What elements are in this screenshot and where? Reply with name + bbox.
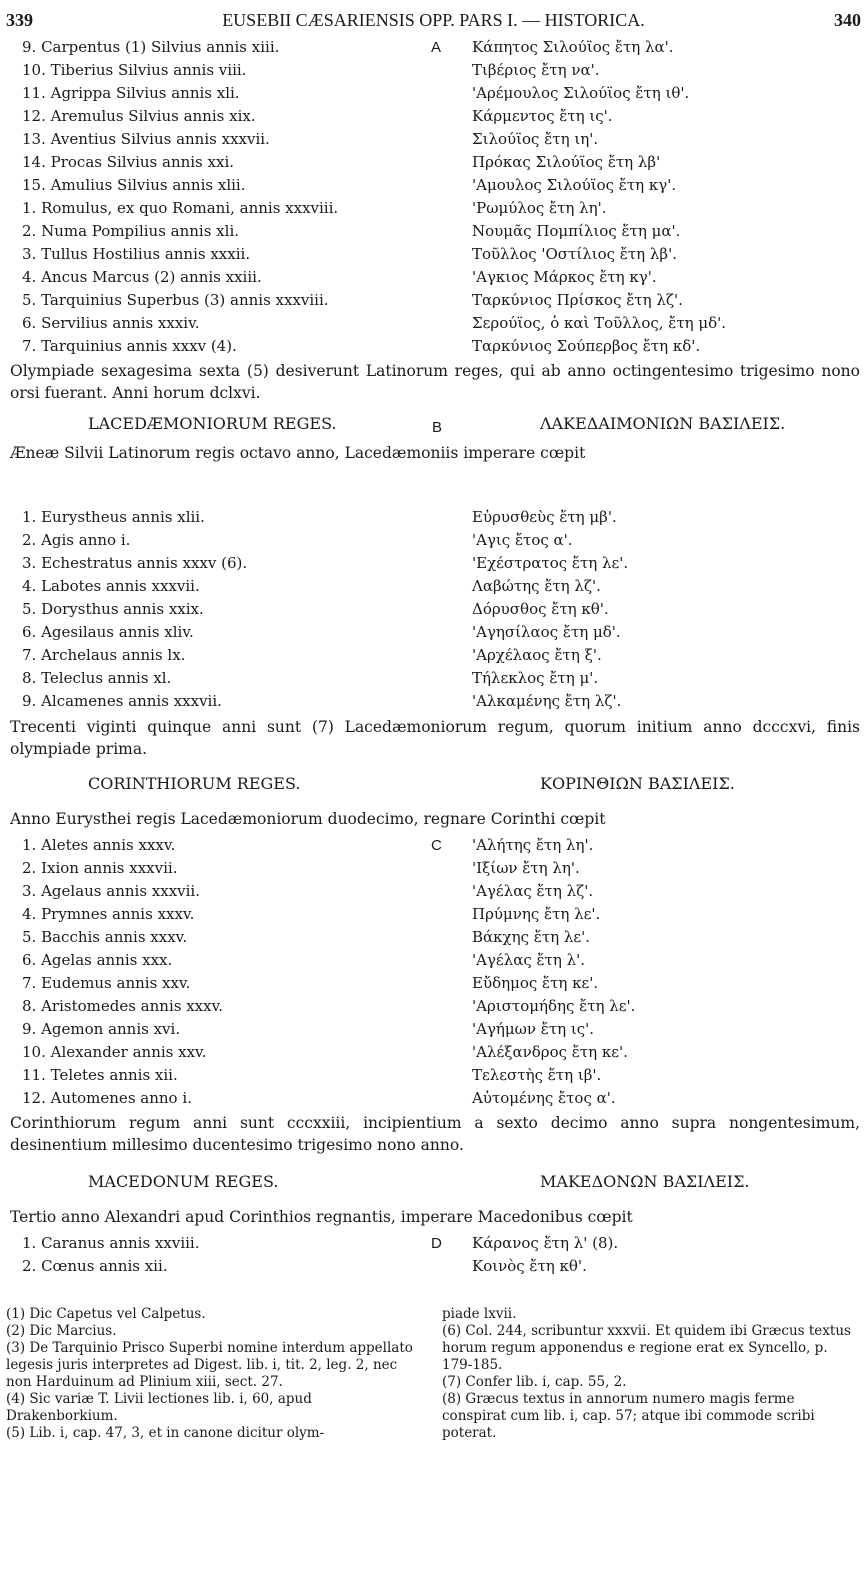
greek-entry: Πρόκας Σιλούϊος ἔτη λβ' — [472, 153, 661, 171]
king-row — [0, 128, 867, 151]
latin-entry: 3. Echestratus annis xxxv (6). — [22, 554, 248, 572]
greek-entry: Δόρυσθος ἔτη κθ'. — [472, 600, 609, 618]
latin-entry: 2. Agis anno i. — [22, 531, 131, 549]
latin-entry: 8. Teleclus annis xl. — [22, 669, 172, 687]
king-row — [0, 243, 867, 266]
footnote: (8) Græcus textus in annorum numero magis ferme conspirat cum lib. i, cap. 57; atque ibi commode scribi poterat. — [442, 1391, 815, 1441]
footnote: (3) De Tarquinio Prisco Superbi nomine interdum appellato legesis juris interpretes ad Digest. lib. i, tit. 2, leg. 2, nec non Harduinum ad Plinium xiii, sect. 27. — [6, 1340, 413, 1390]
king-row — [0, 59, 867, 82]
latin-entry: 7. Eudemus annis xxv. — [22, 974, 191, 992]
latin-entry: 12. Aremulus Silvius annis xix. — [22, 107, 256, 125]
greek-entry: Βάκχης ἔτη λε'. — [472, 928, 591, 946]
king-row — [0, 552, 867, 575]
king-row — [0, 312, 867, 335]
king-row — [0, 903, 867, 926]
section-title-greek: ΚΟΡΙΝΘΙΩΝ ΒΑΣΙΛΕΙΣ. — [540, 774, 735, 793]
king-row — [0, 575, 867, 598]
latin-entry: 4. Prymnes annis xxxv. — [22, 905, 195, 923]
greek-entry: Λαβώτης ἔτη λζ'. — [472, 577, 601, 595]
latin-entry: 2. Numa Pompilius annis xli. — [22, 222, 240, 240]
greek-entry: 'Ρωμύλος ἔτη λη'. — [472, 199, 607, 217]
latin-entry: 13. Aventius Silvius annis xxxvii. — [22, 130, 270, 148]
king-row — [0, 174, 867, 197]
king-row — [0, 105, 867, 128]
king-row — [0, 995, 867, 1018]
latin-entry: 2. Cœnus annis xii. — [22, 1257, 168, 1275]
latin-entry: 3. Agelaus annis xxxvii. — [22, 882, 201, 900]
footnote: (6) Col. 244, scribuntur xxxvii. Et quidem ibi Græcus textus horum regum apponendus e regione erat ex Syncello, p. 179-185. — [442, 1323, 851, 1373]
greek-entry: 'Ιξίων ἔτη λη'. — [472, 859, 580, 877]
latin-entry: 5. Dorysthus annis xxix. — [22, 600, 204, 618]
greek-entry: Κάρμεντος ἔτη ις'. — [472, 107, 613, 125]
greek-entry: Νουμᾶς Πομπίλιος ἔτη μα'. — [472, 222, 681, 240]
section-intro: Anno Eurysthei regis Lacedæmoniorum duodecimo, regnare Corinthi cœpit — [10, 810, 606, 828]
greek-entry: 'Αρχέλαος ἔτη ξ'. — [472, 646, 602, 664]
greek-entry: 'Αλέξανδρος ἔτη κε'. — [472, 1043, 628, 1061]
king-row — [0, 529, 867, 552]
king-row — [0, 220, 867, 243]
latin-entry: 7. Tarquinius annis xxxv (4). — [22, 337, 237, 355]
greek-entry: Αὐτομένης ἔτος α'. — [472, 1089, 616, 1107]
king-row — [0, 36, 867, 59]
section-title-greek: ΜΑΚΕΔΟΝΩΝ ΒΑΣΙΛΕΙΣ. — [540, 1172, 750, 1191]
king-row — [0, 289, 867, 312]
section-heading — [0, 772, 867, 796]
section-intro: Tertio anno Alexandri apud Corinthios regnantis, imperare Macedonibus cœpit — [10, 1208, 633, 1226]
latin-entry: 14. Procas Silvius annis xxi. — [22, 153, 235, 171]
king-row — [0, 834, 867, 857]
king-row — [0, 972, 867, 995]
footnotes-right-column — [442, 1306, 860, 1442]
greek-entry: Πρύμνης ἔτη λε'. — [472, 905, 601, 923]
latin-entry: 8. Aristomedes annis xxxv. — [22, 997, 224, 1015]
latin-entry: 1. Eurystheus annis xlii. — [22, 508, 205, 526]
greek-entry: 'Εχέστρατος ἔτη λε'. — [472, 554, 629, 572]
king-row — [0, 621, 867, 644]
latin-entry: 2. Ixion annis xxxvii. — [22, 859, 178, 877]
greek-entry: 'Αρέμουλος Σιλούϊος ἔτη ιθ'. — [472, 84, 690, 102]
king-row — [0, 151, 867, 174]
king-row — [0, 82, 867, 105]
king-row — [0, 644, 867, 667]
greek-entry: Σιλούϊος ἔτη ιη'. — [472, 130, 599, 148]
latin-entry: 12. Automenes anno i. — [22, 1089, 192, 1107]
king-row — [0, 1087, 867, 1110]
latin-entry: 4. Labotes annis xxxvii. — [22, 577, 200, 595]
king-row — [0, 857, 867, 880]
greek-entry: Τήλεκλος ἔτη μ'. — [472, 669, 599, 687]
king-row — [0, 197, 867, 220]
footnote: (7) Confer lib. i, cap. 55, 2. — [442, 1374, 627, 1390]
greek-entry: Εὔδημος ἔτη κε'. — [472, 974, 599, 992]
footnotes-left-column — [6, 1306, 418, 1442]
greek-entry: 'Αγησίλαος ἔτη μδ'. — [472, 623, 621, 641]
greek-entry: 'Αγκιος Μάρκος ἔτη κγ'. — [472, 268, 657, 286]
footnote: (2) Dic Marcius. — [6, 1323, 117, 1339]
running-title: EUSEBII CÆSARIENSIS OPP. PARS I. — HISTORICA. — [222, 10, 645, 30]
greek-entry: 'Αλήτης ἔτη λη'. — [472, 836, 594, 854]
king-row — [0, 880, 867, 903]
latin-entry: 11. Teletes annis xii. — [22, 1066, 178, 1084]
latin-entry: 9. Agemon annis xvi. — [22, 1020, 181, 1038]
section-title-latin: LACEDÆMONIORUM REGES. — [88, 414, 337, 433]
latin-entry: 15. Amulius Silvius annis xlii. — [22, 176, 246, 194]
greek-entry: 'Αριστομήδης ἔτη λε'. — [472, 997, 636, 1015]
king-row — [0, 335, 867, 358]
latin-entry: 10. Tiberius Silvius annis viii. — [22, 61, 247, 79]
section-title-latin: MACEDONUM REGES. — [88, 1172, 279, 1191]
latin-entry: 6. Agelas annis xxx. — [22, 951, 173, 969]
section-heading — [0, 1170, 867, 1194]
greek-entry: 'Αγέλας ἔτη λζ'. — [472, 882, 594, 900]
latin-entry: 10. Alexander annis xxv. — [22, 1043, 207, 1061]
page-number-right: 340 — [834, 10, 861, 30]
greek-entry: Κάρανος ἔτη λ' (8). — [472, 1234, 619, 1252]
greek-entry: Σερούϊος, ὁ καὶ Τοῦλλος, ἔτη μδ'. — [472, 314, 727, 332]
latin-entry: 5. Bacchis annis xxxv. — [22, 928, 188, 946]
section-closing: Corinthiorum regum anni sunt cccxxiii, incipientium a sexto decimo anno supra nongentesimum, desinentium millesimo ducentesimo trigesimo nono anno. — [10, 1114, 860, 1154]
latin-entry: 6. Servilius annis xxxiv. — [22, 314, 200, 332]
king-row — [0, 598, 867, 621]
king-row — [0, 506, 867, 529]
king-row — [0, 1064, 867, 1087]
latin-closing-paragraph: Olympiade sexagesima sexta (5) desiverunt Latinorum reges, qui ab anno octingentesimo trigesimo nono orsi fuerant. Anni horum dclxvi. — [10, 362, 860, 402]
margin-letter: D — [431, 1235, 442, 1252]
footnote: (1) Dic Capetus vel Calpetus. — [6, 1306, 206, 1322]
king-row — [0, 1232, 867, 1255]
latin-entry: 9. Alcamenes annis xxxvii. — [22, 692, 222, 710]
king-row — [0, 667, 867, 690]
king-row — [0, 266, 867, 289]
latin-entry: 11. Agrippa Silvius annis xli. — [22, 84, 240, 102]
greek-entry: 'Αγήμων ἔτη ις'. — [472, 1020, 595, 1038]
latin-entry: 1. Romulus, ex quo Romani, annis xxxviii. — [22, 199, 339, 217]
latin-entry: 4. Ancus Marcus (2) annis xxiii. — [22, 268, 262, 286]
greek-entry: Ταρκύνιος Πρίσκος ἔτη λζ'. — [472, 291, 683, 309]
king-row — [0, 949, 867, 972]
king-row — [0, 690, 867, 713]
page-number-left: 339 — [6, 10, 33, 30]
margin-letter: A — [431, 39, 442, 56]
greek-entry: Ταρκύνιος Σούπερβος ἔτη κδ'. — [472, 337, 701, 355]
latin-entry: 9. Carpentus (1) Silvius annis xiii. — [22, 38, 280, 56]
section-heading — [0, 412, 867, 436]
running-header — [6, 6, 861, 34]
greek-entry: 'Αγέλας ἔτη λ'. — [472, 951, 585, 969]
greek-entry: Εὐρυσθεὺς ἔτη μβ'. — [472, 508, 617, 526]
latin-entry: 1. Caranus annis xxviii. — [22, 1234, 200, 1252]
greek-entry: Κοινὸς ἔτη κθ'. — [472, 1257, 587, 1275]
section-closing: Trecenti viginti quinque anni sunt (7) Lacedæmoniorum regum, quorum initium anno dcccxvi, finis olympiade prima. — [10, 718, 860, 758]
greek-entry: 'Αλκαμένης ἔτη λζ'. — [472, 692, 622, 710]
latin-entry: 1. Aletes annis xxxv. — [22, 836, 176, 854]
section-title-greek: ΛΑΚΕΔΑΙΜΟΝΙΩΝ ΒΑΣΙΛΕΙΣ. — [540, 414, 786, 433]
king-row — [0, 1255, 867, 1278]
greek-entry: 'Αμουλος Σιλούϊος ἔτη κγ'. — [472, 176, 677, 194]
footnote: (4) Sic variæ T. Livii lectiones lib. i, 60, apud Drakenborkium. — [6, 1391, 312, 1424]
margin-letter: C — [431, 837, 442, 854]
section-title-latin: CORINTHIORUM REGES. — [88, 774, 301, 793]
king-row — [0, 1018, 867, 1041]
greek-entry: Τελεστὴς ἔτη ιβ'. — [472, 1066, 602, 1084]
greek-entry: 'Αγις ἔτος α'. — [472, 531, 573, 549]
greek-entry: Κάπητος Σιλούϊος ἔτη λα'. — [472, 38, 674, 56]
king-row — [0, 1041, 867, 1064]
section-intro: Æneæ Silvii Latinorum regis octavo anno, Lacedæmoniis imperare cœpit — [10, 444, 586, 462]
footnote: piade lxvii. — [442, 1306, 517, 1322]
margin-letter: B — [432, 419, 443, 436]
latin-entry: 5. Tarquinius Superbus (3) annis xxxviii. — [22, 291, 329, 309]
latin-entry: 3. Tullus Hostilius annis xxxii. — [22, 245, 251, 263]
greek-entry: Τιβέριος ἔτη να'. — [472, 61, 600, 79]
greek-entry: Τοῦλλος 'Οστίλιος ἔτη λβ'. — [472, 245, 677, 263]
latin-entry: 6. Agesilaus annis xliv. — [22, 623, 194, 641]
king-row — [0, 926, 867, 949]
latin-entry: 7. Archelaus annis lx. — [22, 646, 186, 664]
footnote: (5) Lib. i, cap. 47, 3, et in canone dicitur olym- — [6, 1425, 325, 1441]
